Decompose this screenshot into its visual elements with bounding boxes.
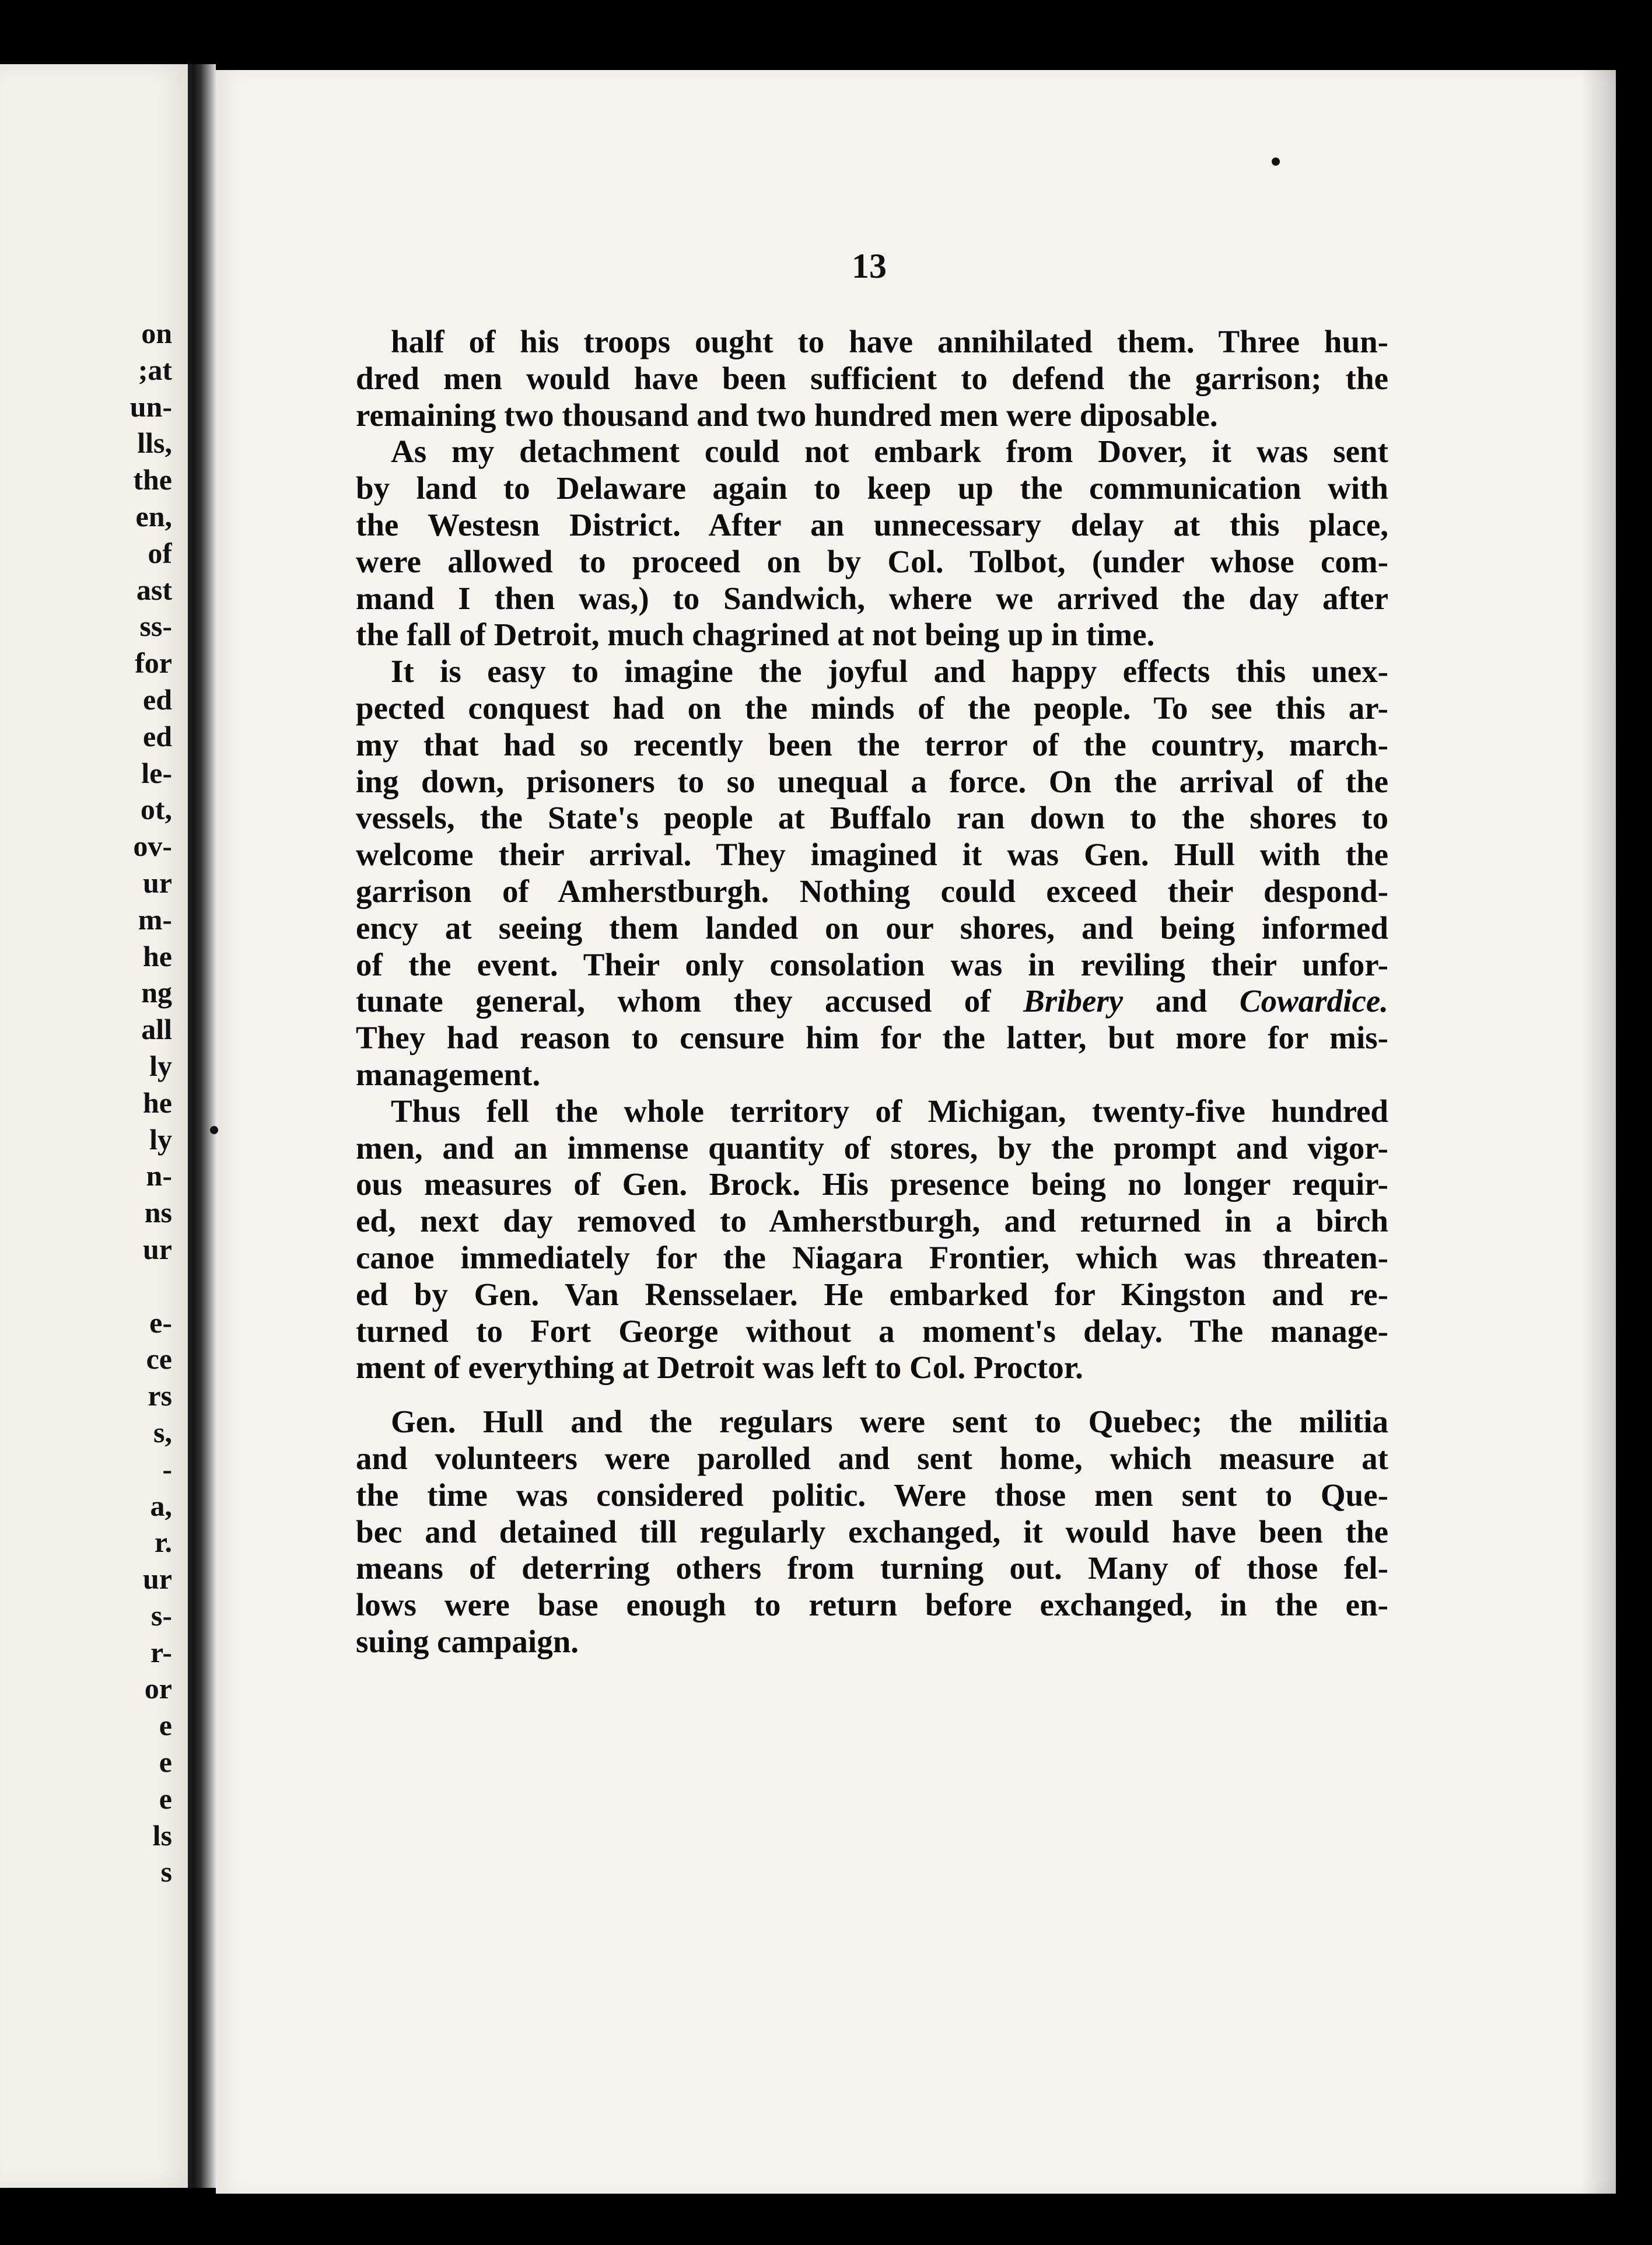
left-page-fragment: r-	[150, 1635, 172, 1669]
left-page-fragment: ls	[152, 1819, 172, 1852]
text-line: ed, next day removed to Amherstburgh, and returned in a birch	[356, 1203, 1388, 1239]
text-line: men, and an immense quantity of stores, by the prompt and vigor-	[356, 1130, 1388, 1166]
text-line: suing campaign.	[356, 1623, 579, 1659]
text-line: Thus fell the whole territory of Michigan, twenty-five hundred	[391, 1093, 1388, 1129]
left-page-fragment: ed	[143, 719, 172, 753]
paragraph	[356, 324, 1388, 433]
text-line	[356, 983, 1388, 1020]
paragraph	[356, 433, 1388, 653]
left-page-fragment: or	[144, 1672, 172, 1705]
text-line: were allowed to proceed on by Col. Tolbot, (under whose com-	[356, 543, 1388, 579]
left-page-fragment: on	[141, 317, 172, 349]
left-page-fragment: ly	[149, 1049, 172, 1082]
text-line: ed by Gen. Van Rensselaer. He embarked for Kingston and re-	[356, 1276, 1388, 1312]
left-page-fragment: le-	[141, 756, 172, 789]
text-line: management.	[356, 1056, 541, 1092]
text-line: my that had so recently been the terror of the country, march-	[356, 726, 1388, 763]
left-page-fragment: of	[148, 536, 172, 569]
page-body	[356, 324, 1388, 1660]
left-page-fragment: s,	[153, 1415, 172, 1449]
left-page-fragment: the	[133, 463, 172, 496]
left-page-fragment: e-	[149, 1306, 172, 1339]
left-page-fragment: e	[159, 1709, 172, 1742]
left-page-fragment: he	[143, 939, 172, 973]
left-page-fragment: ur	[143, 866, 172, 899]
left-page-fragment: m-	[138, 903, 172, 936]
left-page	[0, 64, 192, 2188]
italic-word: Bribery	[1023, 983, 1124, 1019]
text-line: the Westesn District. After an unnecessary delay at this place,	[356, 506, 1388, 543]
text-line: ous measures of Gen. Brock. His presence being no longer requir-	[356, 1166, 1388, 1202]
text-line: ing down, prisoners to so unequal a force. On the arrival of the	[356, 763, 1388, 799]
text-line: half of his troops ought to have annihilated them. Three hun-	[391, 324, 1388, 359]
left-page-fragment: ng	[141, 976, 172, 1009]
text-line: by land to Delaware again to keep up the communication with	[356, 470, 1388, 506]
paragraph-gap	[356, 1386, 1388, 1404]
left-page-fragment: all	[141, 1013, 172, 1046]
left-page-text	[0, 315, 172, 1890]
left-page-fragment: ss-	[139, 610, 172, 643]
text-line: ency at seeing them landed on our shores, and being informed	[356, 910, 1388, 946]
ink-spot	[210, 1126, 218, 1134]
left-page-fragment: ed	[143, 683, 172, 716]
paragraph	[356, 1093, 1388, 1386]
text-span: tunate general, whom they accused of	[356, 983, 991, 1019]
text-line: welcome their arrival. They imagined it was Gen. Hull with the	[356, 837, 1388, 873]
text-line: garrison of Amherstburgh. Nothing could exceed their despond-	[356, 873, 1388, 909]
italic-word: Cowardice.	[1239, 983, 1389, 1019]
text-line: As my detachment could not embark from Dover, it was sent	[391, 433, 1388, 470]
page-number: 13	[852, 247, 887, 285]
left-page-fragment: for	[135, 646, 172, 680]
text-line: means of deterring others from turning out. Many of those fel-	[356, 1550, 1388, 1586]
left-page-fragment: en,	[135, 499, 172, 533]
left-page-fragment: s-	[150, 1599, 172, 1632]
left-page-fragment: un-	[130, 390, 172, 423]
text-line: mand I then was,) to Sandwich, where we arrived the day after	[356, 580, 1388, 616]
text-line: vessels, the State's people at Buffalo ran down to the shores to	[356, 800, 1388, 836]
left-page-fragment: r.	[154, 1526, 172, 1559]
left-page-fragment: ce	[146, 1342, 172, 1376]
left-page-fragment: a,	[150, 1489, 172, 1522]
text-line: pected conquest had on the minds of the people. To see this ar-	[356, 690, 1388, 726]
left-page-edge	[188, 64, 192, 2188]
left-page-fragment: ns	[144, 1196, 172, 1229]
text-line: dred men would have been sufficient to defend the garrison; the	[356, 360, 1388, 396]
text-line: It is easy to imagine the joyful and happy effects this unex-	[391, 653, 1388, 690]
left-page-fragment: rs	[148, 1379, 172, 1412]
left-page-fragment: -	[162, 1452, 172, 1485]
left-page-fragment	[0, 1268, 172, 1305]
left-page-fragment: e	[159, 1782, 172, 1815]
text-line: ment of everything at Detroit was left to Col. Proctor.	[356, 1349, 1083, 1386]
left-page-fragment: ot,	[140, 793, 172, 826]
left-page-fragment: he	[143, 1086, 172, 1119]
text-line: lows were base enough to return before exchanged, in the en-	[356, 1587, 1388, 1623]
text-line: They had reason to censure him for the latter, but more for mis-	[356, 1020, 1388, 1056]
text-line: the time was considered politic. Were those men sent to Que-	[356, 1477, 1388, 1513]
left-page-fragment: lls,	[137, 426, 172, 460]
text-line: turned to Fort George without a moment's delay. The manage-	[356, 1313, 1388, 1349]
left-page-fragment: ast	[136, 573, 172, 606]
left-page-fragment: ur	[143, 1232, 172, 1265]
text-line: Gen. Hull and the regulars were sent to Quebec; the militia	[391, 1404, 1388, 1440]
left-page-fragment: ov-	[133, 830, 172, 863]
text-line: and volunteers were parolled and sent home, which measure at	[356, 1440, 1388, 1476]
left-page-fragment: ly	[149, 1122, 172, 1156]
left-page-fragment: e	[159, 1746, 172, 1779]
text-line: canoe immediately for the Niagara Frontier, which was threaten-	[356, 1239, 1388, 1275]
ink-spot	[1272, 158, 1280, 166]
left-page-fragment: ur	[143, 1562, 172, 1596]
left-page-fragment: n-	[146, 1159, 172, 1193]
text-line: of the event. Their only consolation was in reviling their unfor-	[356, 946, 1388, 982]
text-line: the fall of Detroit, much chagrined at not being up in time.	[356, 617, 1155, 653]
text-span: and	[1155, 983, 1208, 1019]
page-edge-shadow	[1581, 70, 1616, 2194]
paragraph	[356, 653, 1388, 1093]
text-line: bec and detained till regularly exchanged, it would have been the	[356, 1513, 1388, 1550]
paragraph	[356, 1404, 1388, 1660]
text-line: remaining two thousand and two hundred men were diposable.	[356, 397, 1218, 433]
left-page-fragment: s	[160, 1855, 172, 1889]
left-page-fragment: ;at	[138, 353, 172, 386]
